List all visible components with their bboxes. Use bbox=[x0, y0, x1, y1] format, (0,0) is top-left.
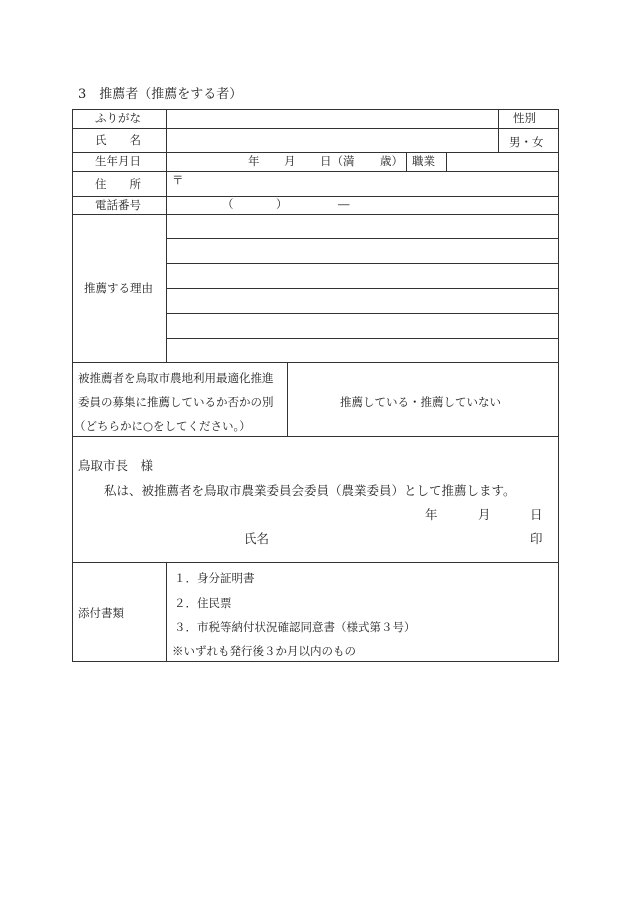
nomination-question-line1: 被推薦者を鳥取市農地利用最適化推進 bbox=[78, 371, 274, 385]
phone-close-paren: ） bbox=[276, 197, 288, 211]
declaration-name-label: 氏名 bbox=[244, 531, 270, 546]
attachment-item-2: ２．住民票 bbox=[174, 596, 232, 610]
declaration-name-field[interactable] bbox=[270, 528, 520, 548]
gender-label: 性別 bbox=[513, 111, 536, 125]
address-field[interactable] bbox=[167, 172, 558, 196]
declaration-statement: 私は、被推薦者を鳥取市農業委員会委員（農業委員）として推薦します。 bbox=[104, 483, 516, 498]
phone-dash: ― bbox=[338, 197, 350, 211]
furigana-field[interactable] bbox=[167, 110, 497, 128]
birth-age-unit: 歳） bbox=[380, 154, 403, 168]
reason-line-1[interactable] bbox=[166, 238, 558, 239]
declaration-addressee: 鳥取市長 様 bbox=[78, 458, 154, 473]
attachment-item-1: １．身分証明書 bbox=[174, 571, 255, 585]
attachment-note: ※いずれも発行後３か月以内のもの bbox=[172, 644, 356, 658]
reason-line-2[interactable] bbox=[166, 263, 558, 264]
reason-line-3[interactable] bbox=[166, 288, 558, 289]
attachments-label: 添付書類 bbox=[78, 606, 124, 620]
section-title: 3 推薦者（推薦をする者） bbox=[78, 87, 243, 102]
reason-line-5[interactable] bbox=[166, 338, 558, 339]
reason-line-4[interactable] bbox=[166, 313, 558, 314]
declaration-year: 年 bbox=[425, 507, 438, 522]
birthdate-label: 生年月日 bbox=[95, 154, 141, 168]
address-label: 住 所 bbox=[95, 177, 141, 191]
name-field[interactable] bbox=[167, 129, 497, 152]
birth-year-unit: 年 bbox=[248, 154, 260, 168]
furigana-label: ふりがな bbox=[95, 111, 141, 125]
seal-mark: 印 bbox=[530, 531, 543, 546]
occupation-field[interactable] bbox=[447, 153, 558, 171]
nomination-question-line3: （どちらかに○をしてください。） bbox=[74, 419, 251, 433]
nomination-question-line2: 委員の募集に推薦しているか否かの別 bbox=[78, 395, 274, 409]
birth-month-unit: 月 bbox=[284, 154, 296, 168]
phone-label: 電話番号 bbox=[95, 198, 141, 212]
name-label: 氏 名 bbox=[95, 133, 141, 147]
gender-options[interactable]: 男・女 bbox=[509, 135, 544, 149]
nomination-answer-options[interactable]: 推薦している・推薦していない bbox=[340, 395, 501, 409]
occupation-label: 職業 bbox=[412, 154, 435, 168]
reason-label: 推薦する理由 bbox=[84, 281, 153, 295]
declaration-month: 月 bbox=[478, 507, 491, 522]
declaration-day: 日 bbox=[530, 507, 543, 522]
attachment-item-3: ３．市税等納付状況確認同意書（様式第３号） bbox=[174, 620, 416, 634]
birth-day-unit: 日（満 bbox=[320, 154, 355, 168]
phone-open-paren: （ bbox=[222, 197, 234, 211]
postal-mark-icon: 〒 bbox=[172, 173, 184, 187]
